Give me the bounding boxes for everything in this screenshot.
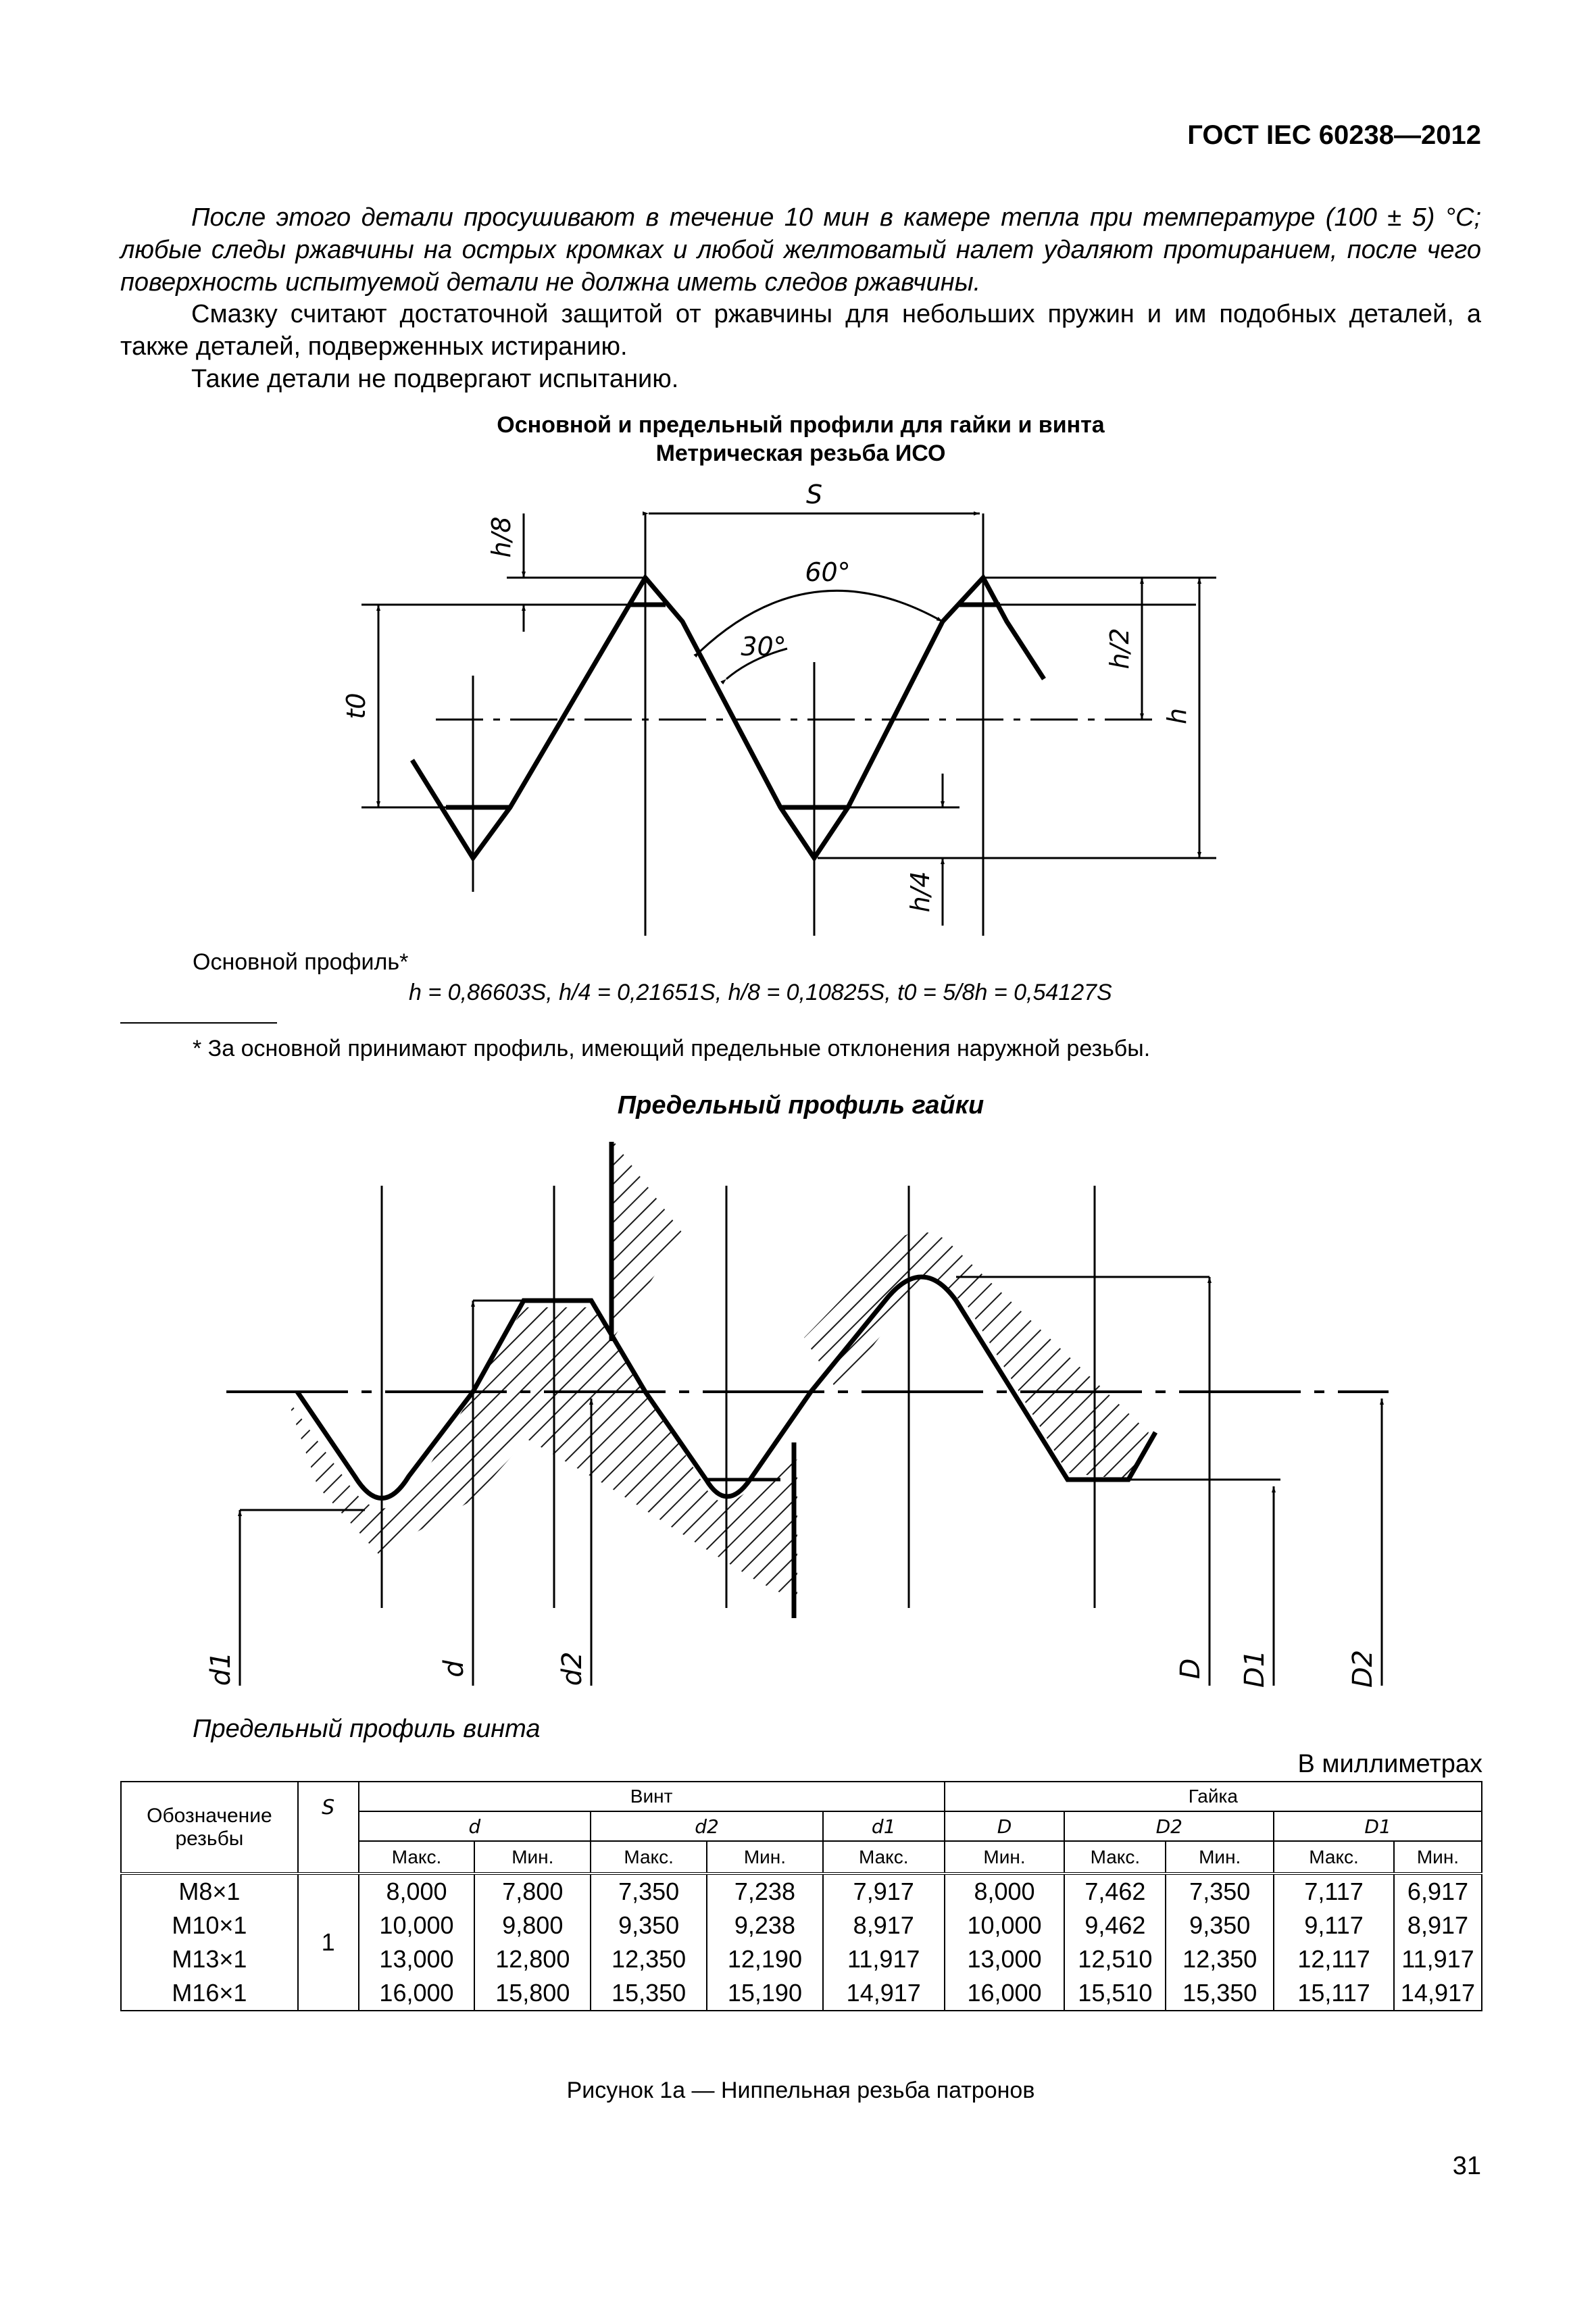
table-cell: 12,350	[591, 1942, 707, 1976]
header-d1: d1	[823, 1811, 945, 1841]
header-max: Макс.	[359, 1841, 475, 1873]
nut-limit-profile-title: Предельный профиль гайки	[617, 1091, 984, 1120]
screw-limit-profile-title: Предельный профиль винта	[193, 1715, 541, 1743]
label-h2: h/2	[1105, 628, 1134, 670]
header-max: Макс.	[1064, 1841, 1166, 1873]
table-cell: 7,238	[707, 1873, 823, 1909]
table-cell: 15,350	[1166, 1976, 1274, 2011]
paragraph-drying: После этого детали просушивают в течение 10 мин в камере тепла при температуре (100 ± 5) °С; любые следы ржавчины на острых кромках и любой желтоватый налет удаляют протиранием, после чего поверхность испытуемой детали не должна иметь следов ржавчины.	[120, 203, 1481, 297]
label-D1: D1	[1239, 1649, 1270, 1688]
table-cell: 15,510	[1064, 1976, 1166, 2011]
label-D: D	[1175, 1658, 1206, 1680]
header-S: S	[298, 1782, 359, 1873]
table-cell: 9,117	[1274, 1909, 1394, 1942]
footnote-text: * За основной принимают профиль, имеющий предельные отклонения наружной резьбы.	[193, 1036, 1151, 1061]
header-min: Мин.	[1394, 1841, 1482, 1873]
table-cell: 11,917	[823, 1942, 945, 1976]
table-cell: 14,917	[823, 1976, 945, 2011]
table-row	[121, 1873, 1482, 1909]
figure1-title-line1: Основной и предельный профили для гайки и винта	[497, 412, 1105, 438]
header-min: Мин.	[474, 1841, 591, 1873]
limit-profile-drawing	[205, 1138, 1389, 1688]
table-cell: 15,350	[591, 1976, 707, 2011]
header-D2: D2	[1064, 1811, 1274, 1841]
basic-profile-label: Основной профиль*	[193, 949, 409, 975]
table-cell: 15,117	[1274, 1976, 1394, 2011]
paragraph-not-tested: Такие детали не подвергают испытанию.	[191, 365, 679, 393]
header-min: Мин.	[945, 1841, 1065, 1873]
header-nut: Гайка	[945, 1782, 1482, 1811]
table-cell: 12,800	[474, 1942, 591, 1976]
document-header: ГОСТ IEC 60238—2012	[1187, 120, 1481, 150]
profile-formula: h = 0,86603S, h/4 = 0,21651S, h/8 = 0,10825S, t0 = 5/8h = 0,54127S	[409, 980, 1112, 1005]
table-cell: 13,000	[359, 1942, 475, 1976]
header-max: Макс.	[823, 1841, 945, 1873]
table-cell: 10,000	[945, 1909, 1065, 1942]
table-cell: 9,462	[1064, 1909, 1166, 1942]
label-D2: D2	[1347, 1649, 1378, 1688]
table-cell: 8,917	[823, 1909, 945, 1942]
row-designation: M8×1	[121, 1873, 298, 1909]
table-cell: 6,917	[1394, 1873, 1482, 1909]
header-d2: d2	[591, 1811, 823, 1841]
header-max: Макс.	[1274, 1841, 1394, 1873]
table-cell: 16,000	[359, 1976, 475, 2011]
header-min: Мин.	[1166, 1841, 1274, 1873]
units-note: В миллиметрах	[1297, 1750, 1482, 1778]
table-cell: 15,190	[707, 1976, 823, 2011]
label-h8: h/8	[487, 516, 516, 558]
label-S: S	[805, 480, 823, 509]
header-D: D	[945, 1811, 1065, 1841]
table-cell: 8,000	[359, 1873, 475, 1909]
table-cell: 12,510	[1064, 1942, 1166, 1976]
table-cell: 12,117	[1274, 1942, 1394, 1976]
table-cell: 7,117	[1274, 1873, 1394, 1909]
table-cell: 14,917	[1394, 1976, 1482, 2011]
table-cell: 8,000	[945, 1873, 1065, 1909]
label-d1: d1	[205, 1651, 236, 1686]
table-cell: 16,000	[945, 1976, 1065, 2011]
header-D1: D1	[1274, 1811, 1482, 1841]
label-angle-60: 60°	[805, 557, 851, 587]
header-d: d	[359, 1811, 591, 1841]
header-designation: Обозначение резьбы	[121, 1782, 298, 1873]
label-d: d	[439, 1660, 470, 1678]
table-cell: 9,238	[707, 1909, 823, 1942]
row-designation: M10×1	[121, 1909, 298, 1942]
table-cell: 7,350	[591, 1873, 707, 1909]
header-max: Макс.	[591, 1841, 707, 1873]
table-cell: 10,000	[359, 1909, 475, 1942]
basic-profile-lines	[361, 513, 1216, 936]
table-cell: 15,800	[474, 1976, 591, 2011]
label-h4: h/4	[905, 871, 935, 913]
header-screw: Винт	[359, 1782, 945, 1811]
table-cell: 8,917	[1394, 1909, 1482, 1942]
table-cell: 7,917	[823, 1873, 945, 1909]
paragraph-grease: Смазку считают достаточной защитой от ржавчины для небольших пружин и им подобных деталей, а также деталей, подверженных истиранию.	[120, 300, 1481, 361]
label-d2: d2	[557, 1651, 588, 1686]
thread-dimensions-table	[120, 1781, 1482, 2011]
label-t0: t0	[341, 693, 371, 720]
table-cell: 12,190	[707, 1942, 823, 1976]
figure-caption: Рисунок 1а — Ниппельная резьба патронов	[566, 2078, 1035, 2103]
footnote-rule	[120, 1022, 277, 1024]
table-cell: 9,800	[474, 1909, 591, 1942]
page-number: 31	[1452, 2152, 1481, 2180]
table-cell: 12,350	[1166, 1942, 1274, 1976]
header-min: Мин.	[707, 1841, 823, 1873]
row-designation: M16×1	[121, 1976, 298, 2011]
row-designation: M13×1	[121, 1942, 298, 1976]
table-cell: 11,917	[1394, 1942, 1482, 1976]
table-cell: 7,462	[1064, 1873, 1166, 1909]
figure1-title-line2: Метрическая резьба ИСО	[655, 441, 946, 466]
table-cell: 7,800	[474, 1873, 591, 1909]
table-cell: 9,350	[1166, 1909, 1274, 1942]
table-cell: 9,350	[591, 1909, 707, 1942]
table-cell: 13,000	[945, 1942, 1065, 1976]
label-angle-30: 30°	[741, 632, 787, 661]
label-h: h	[1162, 707, 1192, 725]
table-cell: 7,350	[1166, 1873, 1274, 1909]
s-value: 1	[298, 1873, 359, 2011]
